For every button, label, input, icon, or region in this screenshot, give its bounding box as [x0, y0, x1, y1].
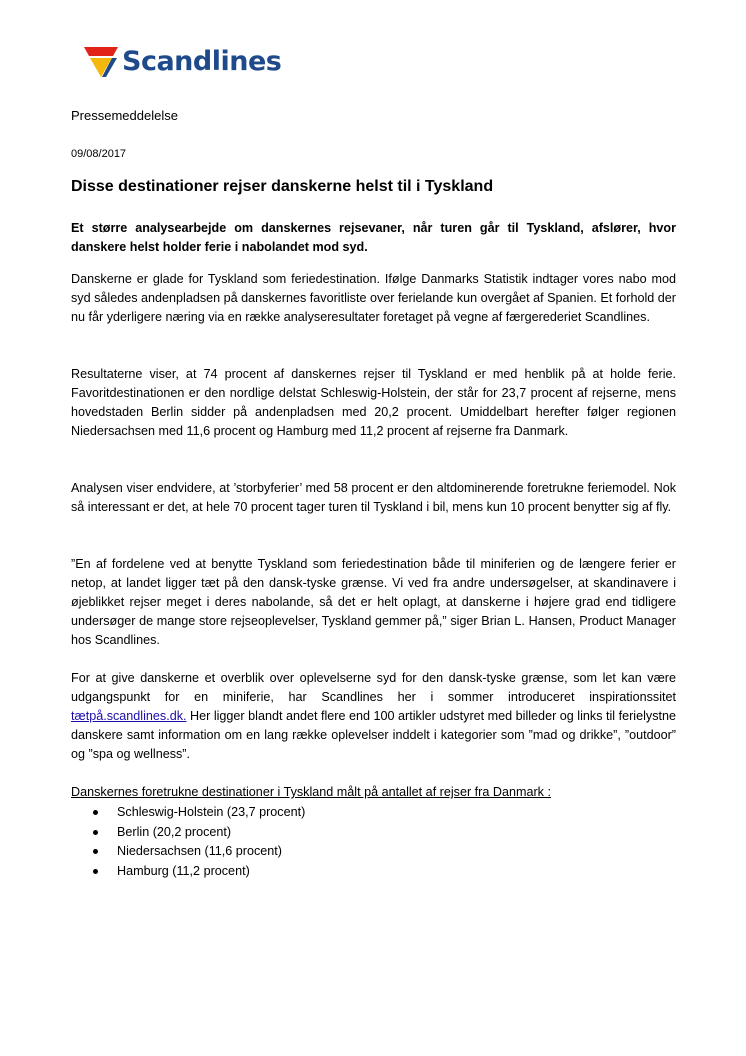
- scandlines-v-icon: [84, 47, 118, 77]
- scandlines-logo: [84, 46, 281, 77]
- list-title: Danskernes foretrukne destinationer i Tyskland målt på antallet af rejser fra Danmark :: [71, 785, 551, 799]
- inspiration-site-link[interactable]: tætpå.scandlines.dk.: [71, 709, 187, 723]
- release-date: 09/08/2017: [71, 148, 127, 160]
- body-paragraph-5: [71, 669, 676, 764]
- list-item: Schleswig-Holstein (23,7 procent): [92, 803, 305, 823]
- logo-wordmark: Scandlines: [122, 46, 282, 77]
- lead-paragraph: Et større analysearbejde om danskernes rejsevaner, når turen går til Tyskland, afslører, hvor danskere helst holder ferie i nabolandet mod syd.: [71, 221, 676, 254]
- list-item: Berlin (20,2 procent): [92, 823, 305, 843]
- destinations-list: [92, 803, 305, 881]
- body-paragraph-1: Danskerne er glade for Tyskland som feriedestination. Ifølge Danmarks Statistik indtager vores nabo mod syd således andenpladsen på danskernes favoritliste over ferielande kun overgået af Spanien. Et forhold der nu får yderligere næring via en række analyseresultater foretaget på vegne af færgerederiet Scandlines.: [71, 272, 676, 324]
- list-item: Hamburg (11,2 procent): [92, 862, 305, 882]
- document-type: Pressemeddelelse: [71, 108, 178, 123]
- body-paragraph-3: Analysen viser endvidere, at ’storbyferier’ med 58 procent er den altdominerende foretrukne feriemodel. Nok så interessant er det, at hele 70 procent tager turen til Tyskland i bil, mens kun 10 procent benytter sig af fly.: [71, 481, 676, 514]
- list-item: Niedersachsen (11,6 procent): [92, 842, 305, 862]
- body-paragraph-2: Resultaterne viser, at 74 procent af danskernes rejser til Tyskland er med henblik på at holde ferie. Favoritdestinationen er den nordlige delstat Schleswig-Holstein, der står for 23,7 procent af rejserne, mens hovedstaden Berlin sidder på andenpladsen med 20,2 procent. Umiddelbart herefter følger regionen Niedersachsen med 11,6 procent og Hamburg med 11,2 procent af rejserne fra Danmark.: [71, 367, 676, 438]
- body-paragraph-4: ”En af fordelene ved at benytte Tyskland som feriedestination både til miniferien og de længere ferier er netop, at landet ligger tæt på den dansk-tyske grænse. Vi ved fra andre undersøgelser, at skandinavere i øjeblikket rejser meget i deres nabolande, så det er helt oplagt, at danskerne i højere grad end tidligere undersøger de mange store rejseoplevelser, Tyskland gemmer på,” siger Brian L. Hansen, Product Manager hos Scandlines.: [71, 557, 676, 647]
- paragraph-text: For at give danskerne et overblik over oplevelserne syd for den dansk-tyske grænse, som let kan være udgangspunkt for en miniferie, har Scandlines her i sommer introduceret inspirationssitet: [71, 671, 676, 704]
- page-title: Disse destinationer rejser danskerne helst til i Tyskland: [71, 178, 494, 195]
- paragraph-text: Her ligger blandt andet flere end 100 artikler udstyret med billeder og links til ferielystne danskere samt information om en lang række oplevelser inddelt i kategorier som ”mad og drikke”, ”outdoor” og ”spa og wellness”.: [71, 709, 676, 761]
